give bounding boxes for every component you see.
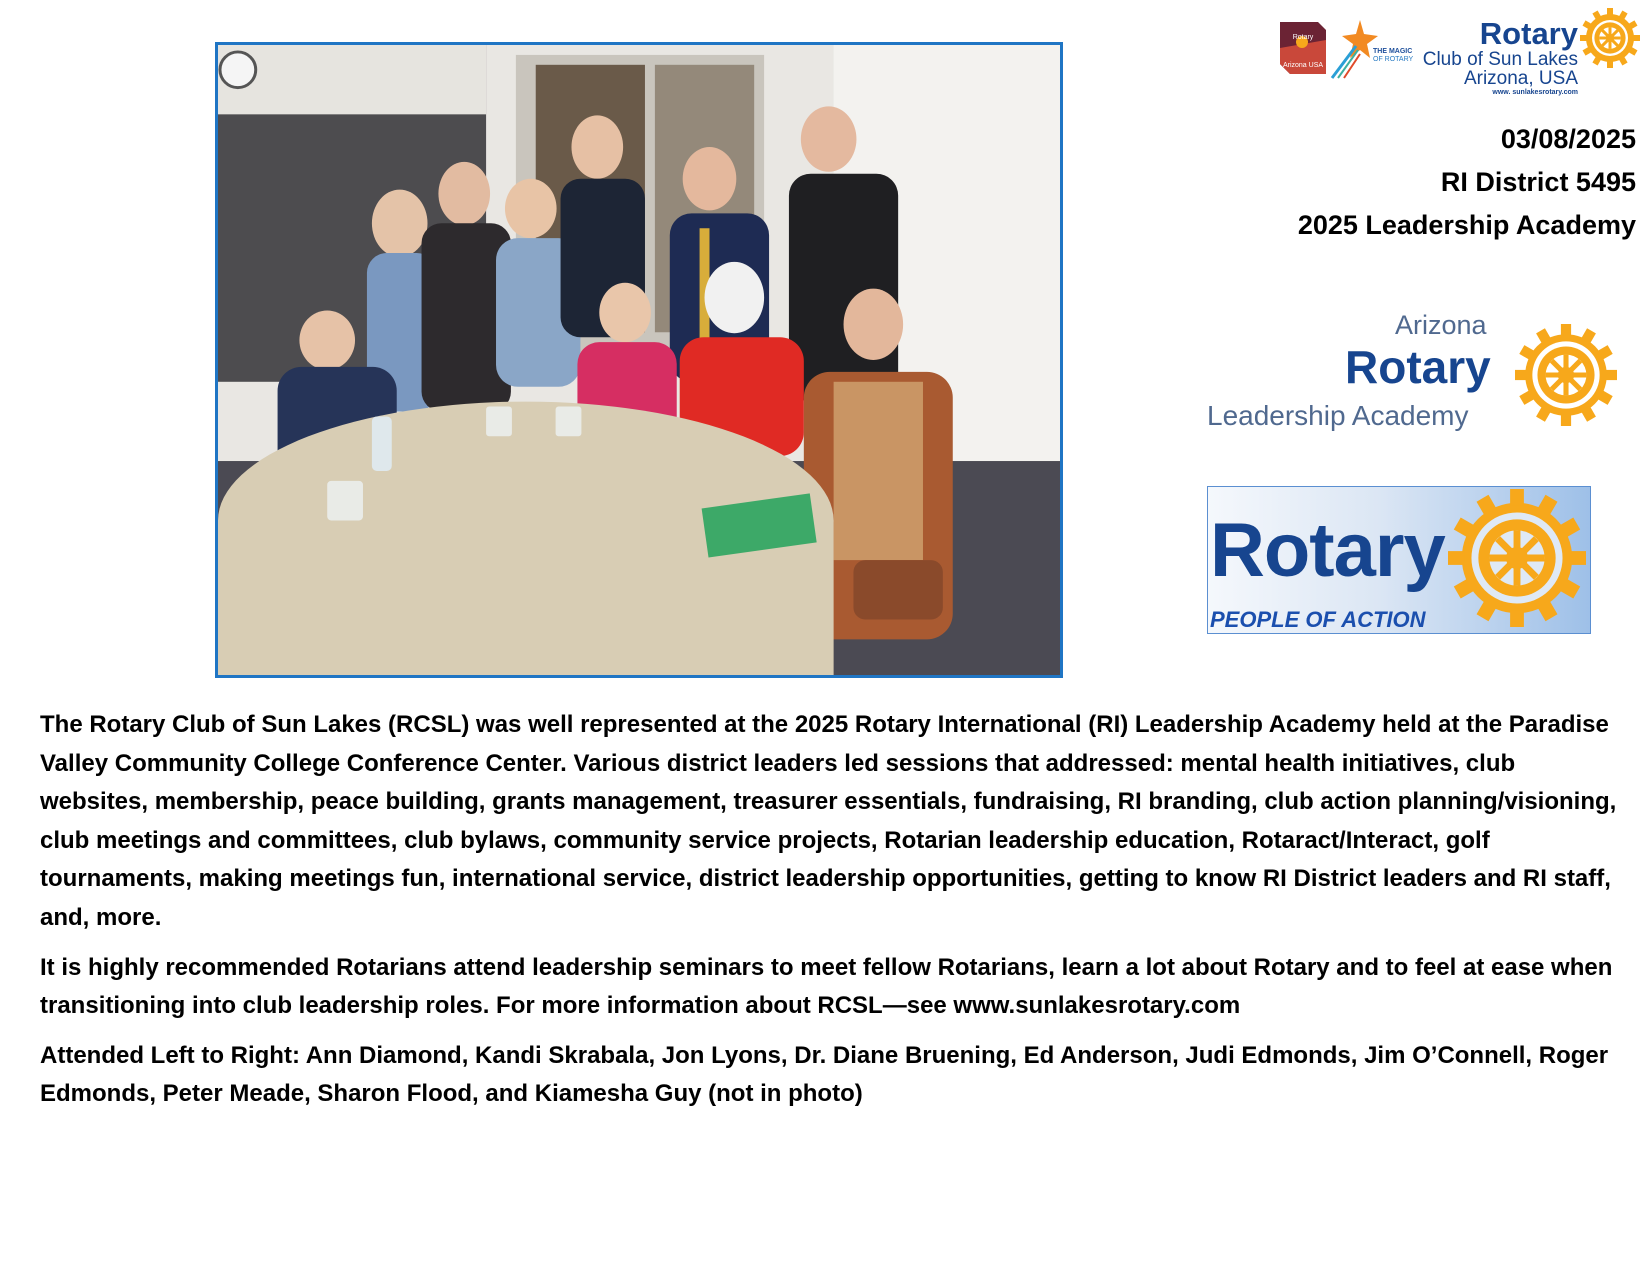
magic-line-1: THE MAGIC [1373,48,1413,55]
club-website: www. sunlakesrotary.com [1492,89,1578,96]
paragraph-summary: The Rotary Club of Sun Lakes (RCSL) was well represented at the 2025 Rotary International (RI) Leadership Academy held at the Paradise Valley Community College Conference Center. Various district leaders led sessions that addressed: mental health initiatives, club websites, membership, peace building, grants management, treasurer essentials, fundraising, RI branding, club action planning/visioning, club meetings and committees, club bylaws, community service projects, Rotarian leadership education, Rotaract/Interact, golf tournaments, making meetings fun, international service, district leadership opportunities, getting to know RI District leaders and RI staff, and, more. [40,711,1617,931]
badge-text-rotary: Rotary [1292,34,1314,41]
poa-tagline: PEOPLE OF ACTION [1210,607,1426,632]
magic-star-icon [1330,18,1378,80]
group-photo [215,42,1063,678]
paragraph-attendees: Attended Left to Right: Ann Diamond, Kandi Skrabala, Jon Lyons, Dr. Diane Bruening, Ed Anderson, Judi Edmonds, Jim O’Connell, Roger Edmonds, Peter Meade, Sharon Flood, and Kiamesha Guy (not in photo) [40,1042,1609,1107]
academy-logo-rotary: Rotary [1345,341,1491,393]
poa-rotary-wordmark: Rotary [1210,508,1445,593]
rotary-wheel-icon [1580,8,1640,68]
club-location: Arizona, USA [1463,68,1578,89]
event-header [1298,118,1636,247]
academy-logo-arizona: Arizona [1395,310,1487,340]
event-date: 03/08/2025 [1500,124,1636,154]
arizona-district-badge [1278,20,1328,76]
event-district: RI District 5495 [1440,167,1636,197]
event-title: 2025 Leadership Academy [1297,210,1636,240]
club-name: Club of Sun Lakes [1422,49,1578,70]
magic-line-2: OF ROTARY [1373,56,1414,63]
club-logo-group [1278,8,1640,108]
people-of-action-logo [1207,486,1591,634]
rotary-wheel-icon [1515,324,1617,426]
club-name-block [1423,18,1578,98]
academy-logo-tagline: Leadership Academy [1207,400,1469,431]
club-rotary-wordmark: Rotary [1479,16,1578,51]
leadership-academy-logo [1205,310,1625,440]
article-body [40,706,1620,1125]
paragraph-recommendation: It is highly recommended Rotarians attend leadership seminars to meet fellow Rotarians, learn a lot about Rotary and to feel at ease when transitioning into club leadership roles. For more information about RCSL—see www.sunlakesrotary.com [40,954,1613,1019]
badge-text-arizona: Arizona USA [1282,62,1324,69]
rotary-wheel-icon [1448,489,1586,627]
